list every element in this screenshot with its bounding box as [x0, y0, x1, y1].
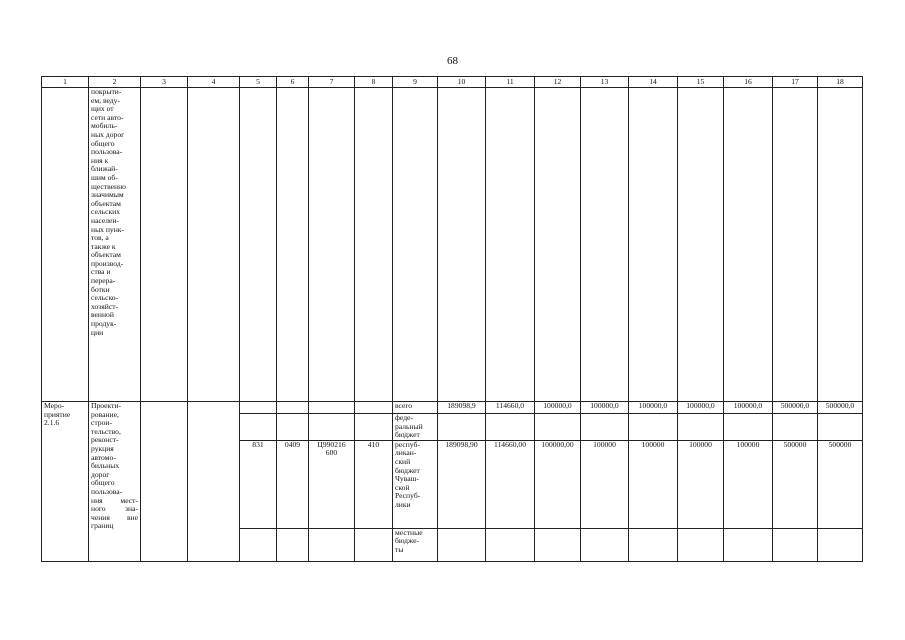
value-cell — [581, 414, 629, 441]
text-line: ных дорог — [91, 129, 125, 139]
text-line: ликан- — [395, 448, 417, 458]
text-line: дорог — [91, 469, 110, 479]
header-row — [42, 77, 863, 88]
text-line: ния мест- — [91, 495, 138, 505]
header-cell: 12 — [535, 77, 581, 88]
text-line: реконст- — [91, 435, 119, 445]
text-line: также к — [91, 241, 116, 251]
text-line: ства и — [91, 267, 111, 277]
value-cell — [773, 528, 818, 561]
measure-code-cell — [42, 402, 89, 562]
text-line: бюджет — [395, 465, 420, 475]
value-cell — [818, 528, 863, 561]
text-line: ральный — [395, 421, 423, 431]
empty-cell — [438, 88, 486, 402]
value-cell: 114660,0 — [486, 402, 535, 414]
empty-cell — [581, 88, 629, 402]
measure-name-cell — [89, 402, 141, 562]
value-cell: 100000,0 — [629, 402, 678, 414]
value-cell — [535, 528, 581, 561]
value-cell — [773, 414, 818, 441]
value-cell: 500000 — [773, 440, 818, 528]
empty-cell — [818, 88, 863, 402]
value-cell: 500000 — [818, 440, 863, 528]
value-cell: 100000,00 — [535, 440, 581, 528]
value-cell — [535, 414, 581, 441]
text-line: местные — [395, 528, 423, 537]
value-cell — [724, 528, 773, 561]
text-line: феде- — [395, 413, 413, 422]
header-cell: 17 — [773, 77, 818, 88]
code-cell — [309, 402, 355, 414]
value-cell: 100000,0 — [581, 402, 629, 414]
text-line: щих от — [91, 104, 114, 114]
text-line: производ- — [91, 258, 124, 268]
text-line: ных пунк- — [91, 224, 125, 234]
code-cell — [309, 528, 355, 561]
value-cell — [678, 528, 724, 561]
text-line: ния к — [91, 155, 109, 165]
text-line: общего — [91, 478, 115, 488]
value-cell: 100000 — [581, 440, 629, 528]
text-line: бильных — [91, 461, 120, 471]
code-cell — [309, 440, 355, 528]
code-cell — [240, 528, 277, 561]
header-cell: 4 — [188, 77, 240, 88]
text-line: перера- — [91, 276, 116, 286]
source-cell — [393, 414, 438, 441]
code-cell — [309, 414, 355, 441]
text-line: автомо- — [91, 452, 116, 462]
empty-cell — [629, 88, 678, 402]
page-number: 68 — [447, 55, 458, 67]
header-cell: 14 — [629, 77, 678, 88]
header-cell: 13 — [581, 77, 629, 88]
text-line: покрыти- — [91, 87, 122, 96]
text-line: ский — [395, 456, 411, 466]
header-cell: 9 — [393, 77, 438, 88]
text-line: тельство, — [91, 426, 121, 436]
text-line: всего — [395, 401, 413, 410]
empty-cell — [188, 88, 240, 402]
text-line: респуб- — [395, 440, 420, 449]
text-line: населен- — [91, 215, 120, 225]
value-cell — [818, 414, 863, 441]
value-cell: 189098,9 — [438, 402, 486, 414]
text-line: ты — [395, 544, 404, 554]
value-cell: 100000,0 — [678, 402, 724, 414]
empty-cell — [141, 88, 188, 402]
value-cell — [486, 528, 535, 561]
text-line: рукция — [91, 443, 114, 453]
code-cell — [277, 414, 309, 441]
code-cell — [355, 414, 393, 441]
text-line: продук- — [91, 319, 117, 329]
value-cell — [724, 414, 773, 441]
value-cell — [438, 528, 486, 561]
text-line: границ — [91, 521, 114, 531]
text-line: бюджет — [395, 430, 420, 440]
text-line: ции — [91, 327, 104, 337]
header-cell: 18 — [818, 77, 863, 88]
empty-cell — [535, 88, 581, 402]
text-line: сельско- — [91, 293, 119, 303]
code-cell — [277, 402, 309, 414]
value-cell — [486, 414, 535, 441]
text-line: сельских — [91, 207, 121, 217]
value-cell: 189098,90 — [438, 440, 486, 528]
text-line: общего — [91, 138, 115, 148]
empty-cell — [42, 88, 89, 402]
text-line: ской — [395, 482, 410, 492]
value-cell: 500000,0 — [773, 402, 818, 414]
empty-cell — [678, 88, 724, 402]
empty-cell — [773, 88, 818, 402]
continued-text-cell — [89, 88, 141, 402]
text-line: объектам — [91, 198, 121, 208]
text-line: хозяйст- — [91, 301, 119, 311]
value-cell: 100000,0 — [724, 402, 773, 414]
text-line: приятие — [44, 409, 71, 419]
header-cell: 1 — [42, 77, 89, 88]
text-line: пользова- — [91, 147, 123, 157]
text-line: ем, веду- — [91, 95, 120, 105]
text-line: Меро- — [44, 401, 65, 410]
value-cell: 114660,00 — [486, 440, 535, 528]
empty-cell — [724, 88, 773, 402]
continued-row — [42, 88, 863, 402]
text-line: Проекти- — [91, 401, 122, 410]
value-cell — [678, 414, 724, 441]
source-cell — [393, 440, 438, 528]
code-cell: 410 — [355, 440, 393, 528]
code-cell: 0409 — [277, 440, 309, 528]
empty-cell — [355, 88, 393, 402]
value-cell: 500000,0 — [818, 402, 863, 414]
value-cell: 100000 — [724, 440, 773, 528]
text-line: Чуваш- — [395, 474, 419, 484]
source-cell — [393, 402, 438, 414]
text-line: лики — [395, 499, 411, 509]
text-line: шим об- — [91, 172, 118, 182]
header-cell: 16 — [724, 77, 773, 88]
value-cell: 100000,0 — [535, 402, 581, 414]
header-cell: 6 — [277, 77, 309, 88]
budget-table — [41, 76, 863, 562]
text-line: венной — [91, 310, 114, 320]
text-line: ботки — [91, 284, 110, 294]
code-cell: 831 — [240, 440, 277, 528]
text-line: пользова- — [91, 486, 123, 496]
header-cell: 3 — [141, 77, 188, 88]
empty-cell — [393, 88, 438, 402]
empty-cell — [309, 88, 355, 402]
text-line: значимым — [91, 190, 124, 200]
text-line: 2.1.6 — [44, 418, 60, 428]
text-line: мобиль- — [91, 121, 118, 131]
text-line: 600 — [325, 448, 338, 458]
header-cell: 11 — [486, 77, 535, 88]
value-cell: 100000 — [678, 440, 724, 528]
code-cell — [240, 402, 277, 414]
text-line: бюдже- — [395, 536, 420, 546]
text-line: тов, а — [91, 233, 109, 243]
source-cell — [393, 528, 438, 561]
header-cell: 15 — [678, 77, 724, 88]
text-line: ближай- — [91, 164, 118, 174]
header-cell: 8 — [355, 77, 393, 88]
value-cell — [629, 528, 678, 561]
text-line: щественно — [91, 181, 126, 191]
code-cell — [355, 402, 393, 414]
value-cell — [629, 414, 678, 441]
text-line: ного зна- — [91, 504, 138, 514]
text-line: рование, — [91, 409, 119, 419]
table-row — [42, 402, 863, 414]
empty-cell — [188, 402, 240, 562]
text-line: объектам — [91, 250, 121, 260]
text-line: строи- — [91, 418, 112, 428]
value-cell — [438, 414, 486, 441]
empty-cell — [141, 402, 188, 562]
text-line: Ц990216 — [317, 440, 346, 449]
code-cell — [355, 528, 393, 561]
code-cell — [277, 528, 309, 561]
header-cell: 5 — [240, 77, 277, 88]
empty-cell — [486, 88, 535, 402]
text-line: сети авто- — [91, 112, 124, 122]
header-cell: 2 — [89, 77, 141, 88]
header-cell: 10 — [438, 77, 486, 88]
code-cell — [240, 414, 277, 441]
value-cell: 100000 — [629, 440, 678, 528]
header-cell: 7 — [309, 77, 355, 88]
empty-cell — [240, 88, 277, 402]
text-line: чения вне — [91, 512, 138, 522]
value-cell — [581, 528, 629, 561]
text-line: Респуб- — [395, 491, 421, 501]
empty-cell — [277, 88, 309, 402]
